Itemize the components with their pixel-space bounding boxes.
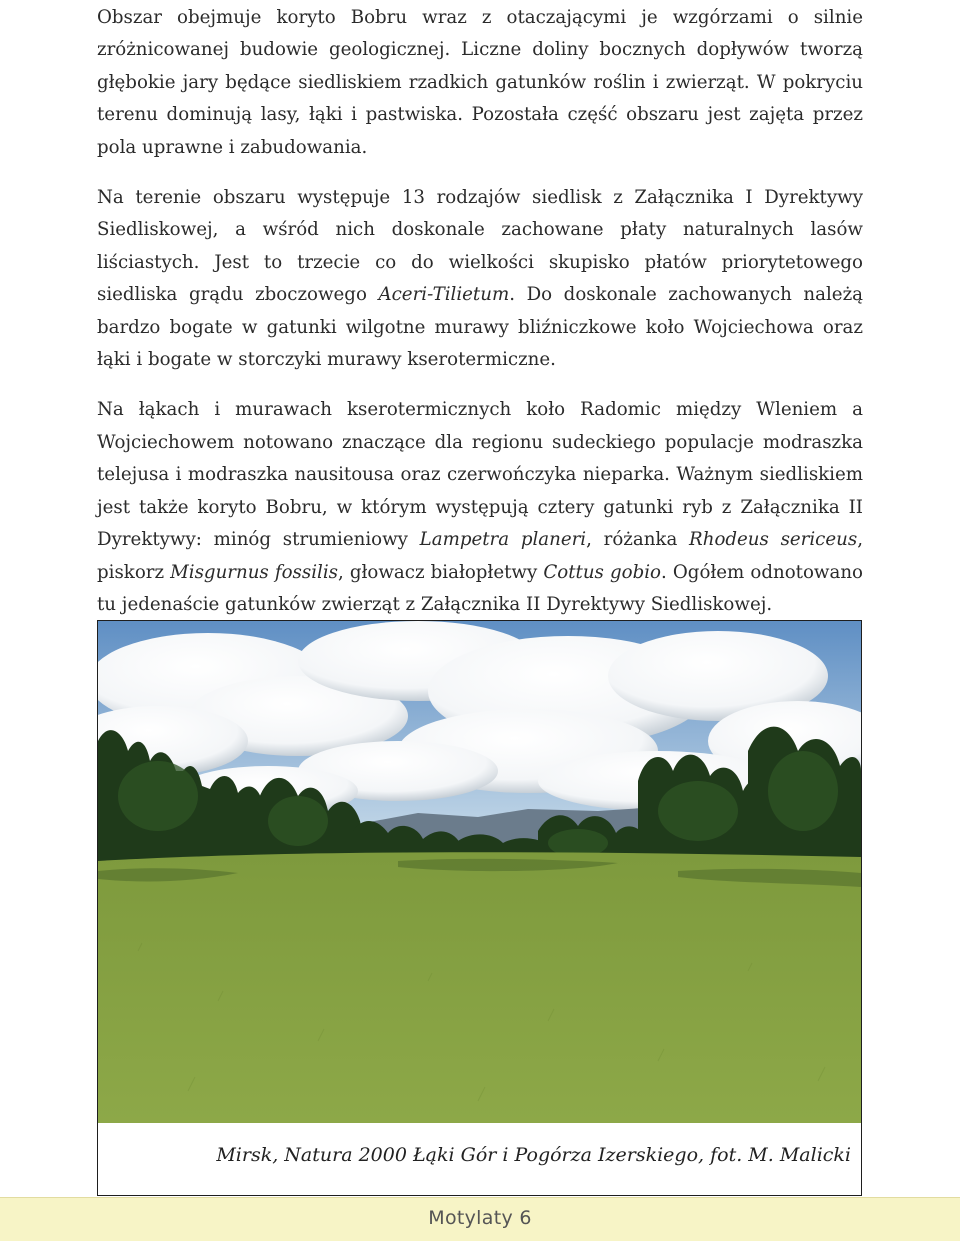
meadow-photo: [98, 621, 861, 1123]
italic-term: Rhodeus sericeus: [689, 529, 858, 551]
italic-term: Cottus gobio: [543, 561, 661, 583]
photo-caption: Mirsk, Natura 2000 Łąki Gór i Pogórza Izerskiego, fot. M. Malicki: [216, 1144, 851, 1166]
article-body: [97, 2, 863, 639]
meadow: [98, 852, 861, 1123]
paragraph-2: [97, 182, 863, 376]
italic-term: Aceri-Tilietum: [378, 284, 510, 306]
paragraph-3: [97, 394, 863, 621]
text-run: , różanka: [586, 529, 690, 551]
text-run: Na łąkach i murawach kserotermicznych koło Radomic między Wleniem a Wojciechowem notowano znaczące dla regionu sudeckiego populacje modraszka telejusa i modraszka nausitousa oraz czerwończyka nieparka. Ważnym siedliskiem jest także koryto Bobru, w którym występują cztery gatunki ryb z Załącznika II Dyrektywy: minóg strumieniowy: [97, 399, 863, 551]
photo-figure: [97, 620, 862, 1196]
text-run: Na terenie obszaru występuje 13 rodzajów siedlisk z Załącznika I Dyrektywy Siedliskowej, a wśród nich doskonale zachowane płaty naturalnych lasów liściastych. Jest to trzecie co do wielkości skupisko płatów priorytetowego siedliska grądu zboczowego: [97, 187, 863, 306]
page-footer-label: Motylaty 6: [428, 1207, 532, 1229]
text-run: , głowacz białopłetwy: [337, 561, 544, 583]
italic-term: Lampetra planeri: [419, 529, 587, 551]
text-run: . Do doskonale zachowanych należą bardzo bogate w gatunki wilgotne murawy bliźniczkowe koło Wojciechowa oraz łąki i bogate w storczyki murawy kserotermiczne.: [97, 284, 863, 371]
text-run: , piskorz: [97, 529, 863, 583]
paragraph-1: [97, 2, 863, 164]
text-run: Obszar obejmuje koryto Bobru wraz z otaczającymi je wzgórzami o silnie zróżnicowanej budowie geologicznej. Liczne doliny bocznych dopływów tworzą głębokie jary będące siedliskiem rzadkich gatunków roślin i zwierząt. W pokryciu terenu dominują lasy, łąki i pastwiska. Pozostała część obszaru jest zajęta przez pola uprawne i zabudowania.: [97, 7, 863, 158]
text-run: . Ogółem odnotowano tu jedenaście gatunków zwierząt z Załącznika II Dyrektywy Siedliskowej.: [97, 561, 863, 615]
italic-term: Misgurnus fossilis: [170, 561, 338, 583]
